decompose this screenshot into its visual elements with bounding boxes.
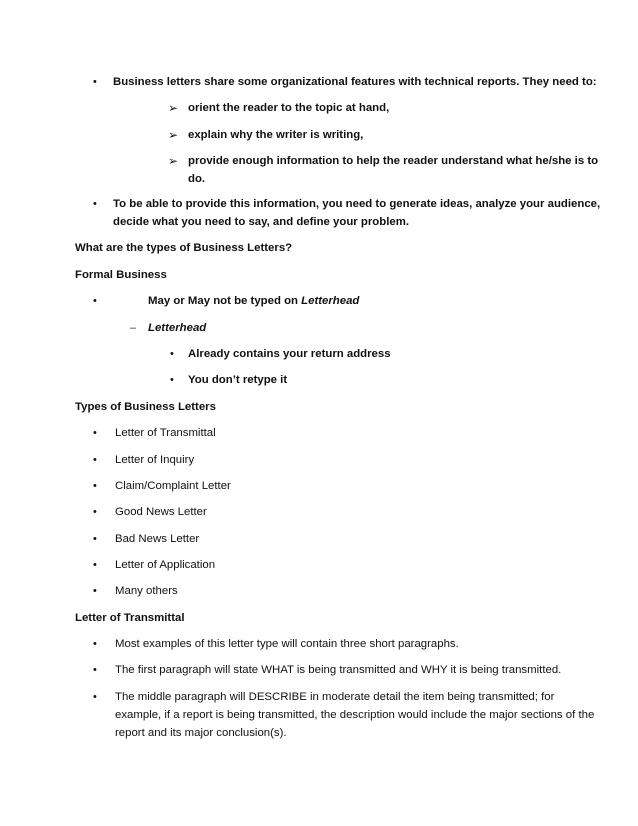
arrow-bullet-icon: ➢ [168,128,179,142]
arrow-bullet-icon: ➢ [168,154,179,168]
intro-bullet-1: Business letters share some organizational features with technical reports. They need to: [113,76,597,88]
types-heading: Types of Business Letters [75,401,216,413]
bullet-icon: • [170,348,174,360]
bullet-icon: • [93,295,97,307]
formal-item [148,293,359,309]
bullet-icon: • [93,480,97,492]
bullet-icon: • [93,506,97,518]
bullet-icon: • [93,559,97,571]
transmittal-item-3-line-3: report and its major conclusion(s). [115,727,287,739]
type-item: Letter of Transmittal [115,427,216,439]
types-question: What are the types of Business Letters? [75,242,293,254]
bullet-icon: • [170,374,174,386]
type-item: Good News Letter [115,506,207,518]
type-item: Letter of Application [115,559,216,571]
bullet-icon: • [93,638,97,650]
bullet-icon: • [93,454,97,466]
sub-item-3: provide enough information to help the reader understand what he/she is to [188,155,599,167]
formal-item-italic: Letterhead [301,295,360,307]
bullet-icon: • [93,691,97,703]
type-item: Letter of Inquiry [115,454,195,466]
sub-item-1: orient the reader to the topic at hand, [188,102,390,114]
transmittal-item-1: Most examples of this letter type will contain three short paragraphs. [115,638,459,650]
type-item: Claim/Complaint Letter [115,480,231,492]
bullet-icon: • [93,585,97,597]
transmittal-item-3-line-1: The middle paragraph will DESCRIBE in moderate detail the item being transmitted; for [115,691,555,703]
intro-bullet-2-line-1: To be able to provide this information, you need to generate ideas, analyze your audience, [113,198,601,210]
letterhead-item: Letterhead [148,322,207,334]
bullet-icon: • [93,664,97,676]
sub-item-2: explain why the writer is writing, [188,129,364,141]
letterhead-sub-1: Already contains your return address [188,348,391,360]
intro-bullet-2-line-2: decide what you need to say, and define your problem. [113,216,410,228]
formal-heading: Formal Business [75,269,167,281]
transmittal-item-3-line-2: example, if a report is being transmitted, the description would include the major sections of the [115,709,595,721]
bullet-icon: • [93,427,97,439]
bullet-icon: • [93,198,97,210]
transmittal-item-2: The first paragraph will state WHAT is being transmitted and WHY it is being transmitted. [115,664,562,676]
transmittal-heading: Letter of Transmittal [75,612,185,624]
arrow-bullet-icon: ➢ [168,101,179,115]
bullet-icon: • [93,76,97,88]
type-item: Many others [115,585,178,597]
bullet-icon: • [93,533,97,545]
letterhead-sub-2: You don’t retype it [188,374,288,386]
dash-bullet-icon: – [130,322,137,334]
type-item: Bad News Letter [115,533,200,545]
formal-item-text: May or May not be typed on [148,295,302,307]
sub-item-3-continued: do. [188,173,206,185]
